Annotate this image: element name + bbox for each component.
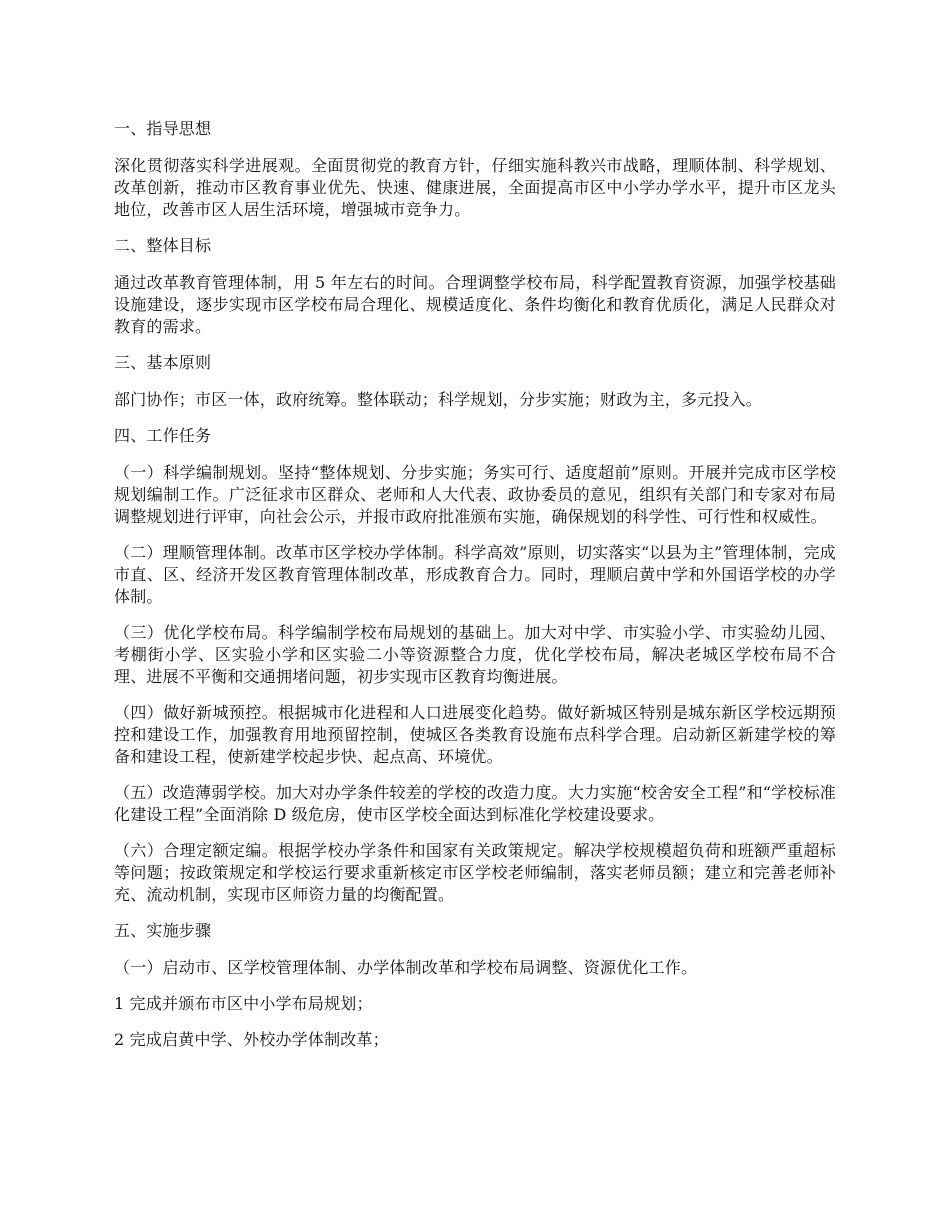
- section-heading-work-tasks: 四、工作任务: [114, 426, 212, 445]
- paragraph-task-5: （五）改造薄弱学校。加大对办学条件较差的学校的改造力度。大力实施“校舍安全工程”和“学校标准化建设工程”全面消除 D 级危房，使市区学校全面达到标准化学校建设要求。: [114, 783, 836, 824]
- list-item-step-1-1: 1 完成并颁布市区中小学布局规划；: [114, 994, 373, 1013]
- section-heading-implementation-steps: 五、实施步骤: [114, 921, 212, 940]
- document-page: [114, 118, 836, 1065]
- paragraph-step-1: （一）启动市、区学校管理体制、办学体制改革和学校布局调整、资源优化工作。: [114, 958, 698, 977]
- paragraph-guiding-thought: 深化贯彻落实科学进展观。全面贯彻党的教育方针，仔细实施科教兴市战略，理顺体制、科学规划、改革创新，推动市区教育事业优先、快速、健康进展，全面提高市区中小学办学水平，提升市区龙头地位，改善市区人居生活环境，增强城市竞争力。: [114, 156, 836, 219]
- section-heading-basic-principles: 三、基本原则: [114, 353, 212, 372]
- paragraph-task-4: （四）做好新城预控。根据城市化进程和人口进展变化趋势。做好新城区特别是城东新区学校远期预控和建设工作，加强教育用地预留控制，使城区各类教育设施布点科学合理。启动新区新建学校的筹备和建设工程，使新建学校起步快、起点高、环境优。: [114, 703, 836, 766]
- paragraph-basic-principles: 部门协作；市区一体，政府统筹。整体联动；科学规划，分步实施；财政为主，多元投入。: [114, 390, 763, 409]
- list-item-step-1-2: 2 完成启黄中学、外校办学体制改革；: [114, 1030, 389, 1049]
- paragraph-task-2: （二）理顺管理体制。改革市区学校办学体制。科学高效”原则，切实落实“以县为主”管理体制，完成市直、区、经济开发区教育管理体制改革，形成教育合力。同时，理顺启黄中学和外国语学校的办学体制。: [114, 543, 836, 606]
- paragraph-overall-goal: 通过改革教育管理体制，用 5 年左右的时间。合理调整学校布局，科学配置教育资源，加强学校基础设施建设，逐步实现市区学校布局合理化、规模适度化、条件均衡化和教育优质化，满足人民群众对教育的需求。: [114, 273, 836, 336]
- section-heading-guiding-thought: 一、指导思想: [114, 119, 212, 138]
- paragraph-task-3: （三）优化学校布局。科学编制学校布局规划的基础上。加大对中学、市实验小学、市实验幼儿园、考棚街小学、区实验小学和区实验二小等资源整合力度，优化学校布局，解决老城区学校布局不合理、进展不平衡和交通拥堵问题，初步实现市区教育均衡进展。: [114, 623, 836, 686]
- paragraph-task-6: （六）合理定额定编。根据学校办学条件和国家有关政策规定。解决学校规模超负荷和班额严重超标等问题；按政策规定和学校运行要求重新核定市区学校老师编制，落实老师员额；建立和完善老师补充、流动机制，实现市区师资力量的均衡配置。: [114, 841, 836, 904]
- section-heading-overall-goal: 二、整体目标: [114, 236, 212, 255]
- paragraph-task-1: （一）科学编制规划。坚持“整体规划、分步实施；务实可行、适度超前”原则。开展并完成市区学校规划编制工作。广泛征求市区群众、老师和人大代表、政协委员的意见，组织有关部门和专家对布局调整规划进行评审，向社会公示，并报市政府批准颁布实施，确保规划的科学性、可行性和权威性。: [114, 463, 836, 526]
